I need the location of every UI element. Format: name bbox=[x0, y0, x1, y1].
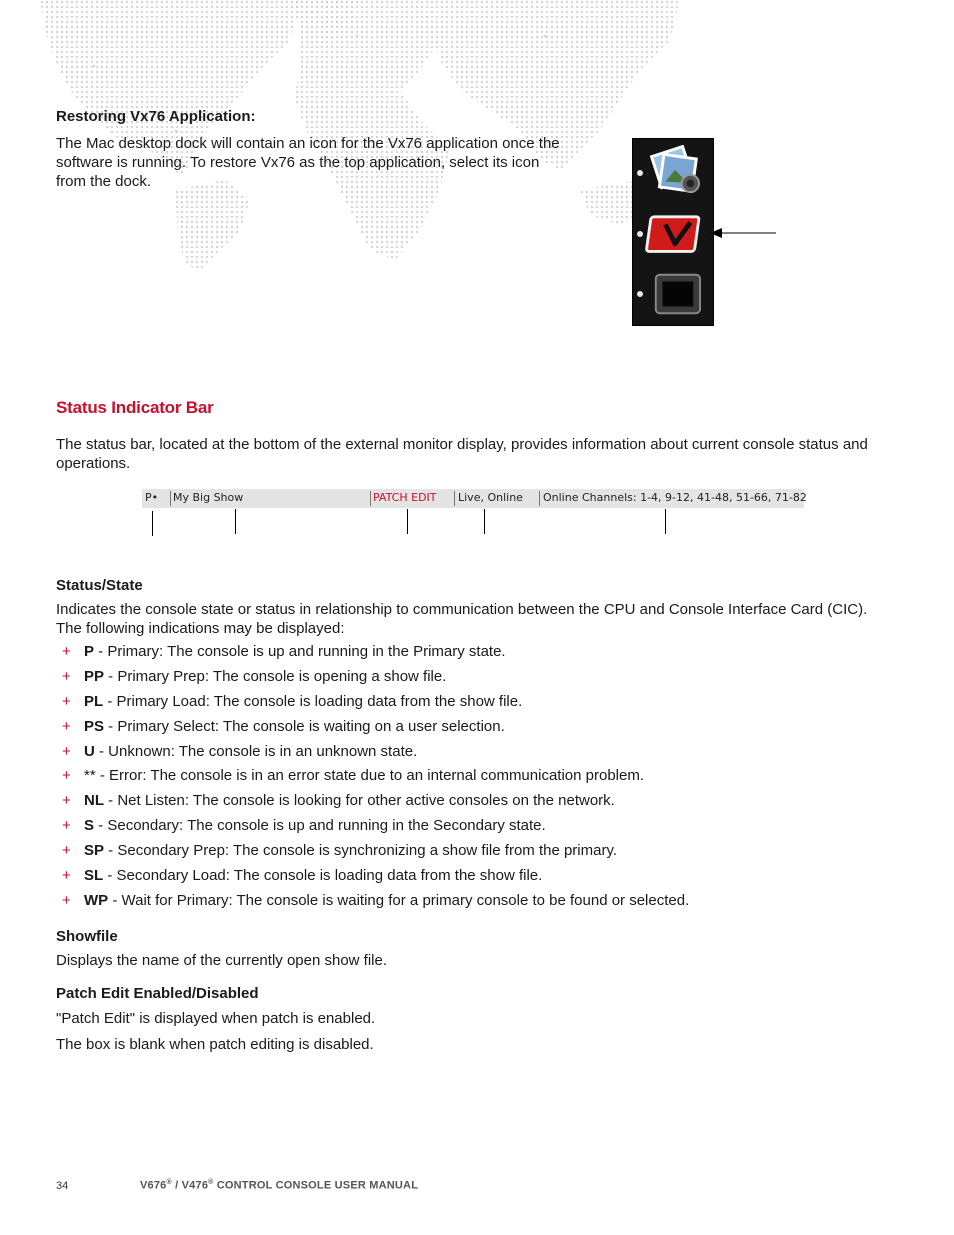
footer-title: V676® / V476® CONTROL CONSOLE USER MANUAL bbox=[140, 1179, 419, 1192]
callout-line bbox=[665, 509, 666, 534]
restoring-paragraph: The Mac desktop dock will contain an icon for the Vx76 application once the software is running. To restore Vx76 as the top application, select its icon from the dock. bbox=[56, 135, 560, 190]
running-indicator bbox=[637, 231, 643, 237]
arrow-pointer-icon bbox=[708, 226, 778, 240]
patch-edit-heading: Patch Edit Enabled/Disabled bbox=[56, 985, 259, 1002]
status-state-paragraph: Indicates the console state or status in relationship to communication between the CPU and Console Interface Card (CIC). The following indications may be displayed: bbox=[56, 601, 868, 637]
patch-edit-line1: "Patch Edit" is displayed when patch is enabled. bbox=[56, 1010, 376, 1027]
list-item: + PS - Primary Select: The console is waiting on a user selection. bbox=[62, 717, 505, 735]
list-item: + PP - Primary Prep: The console is opening a show file. bbox=[62, 667, 447, 685]
list-item: + U - Unknown: The console is in an unknown state. bbox=[62, 742, 418, 760]
list-item: + SP - Secondary Prep: The console is synchronizing a show file from the primary. bbox=[62, 842, 618, 860]
callout-line bbox=[152, 511, 153, 536]
patch-edit-line2: The box is blank when patch editing is disabled. bbox=[56, 1036, 374, 1053]
status-intro: The status bar, located at the bottom of the external monitor display, provides information about current console status and operations. bbox=[56, 436, 868, 472]
patch-edit-field: PATCH EDIT bbox=[373, 491, 437, 504]
divider bbox=[370, 491, 371, 506]
live-online-field: Live, Online bbox=[458, 491, 523, 504]
online-channels-field: Online Channels: 1-4, 9-12, 41-48, 51-66, 71-82 bbox=[543, 491, 807, 504]
showfile-paragraph: Displays the name of the currently open show file. bbox=[56, 952, 388, 969]
callout-line bbox=[484, 509, 485, 534]
divider bbox=[454, 491, 455, 506]
callout-line bbox=[407, 509, 408, 534]
state-list bbox=[56, 642, 876, 916]
photo-icon bbox=[645, 145, 705, 195]
showfile-heading: Showfile bbox=[56, 928, 118, 945]
monitor-icon bbox=[645, 269, 705, 319]
list-item: + P - Primary: The console is up and running in the Primary state. bbox=[62, 643, 506, 660]
list-item: + NL - Net Listen: The console is looking for other active consoles on the network. bbox=[62, 792, 615, 810]
restoring-heading: Restoring Vx76 Application: bbox=[56, 108, 256, 125]
list-item: + WP - Wait for Primary: The console is waiting for a primary console to be found or selected. bbox=[62, 891, 690, 909]
page-number: 34 bbox=[56, 1180, 69, 1192]
list-item: + SL - Secondary Load: The console is loading data from the show file. bbox=[62, 867, 543, 885]
callout-line bbox=[235, 509, 236, 534]
divider bbox=[170, 491, 171, 506]
status-state-heading: Status/State bbox=[56, 577, 143, 594]
status-state-field: P• bbox=[145, 491, 159, 504]
status-bar-image bbox=[142, 489, 807, 508]
vx76-app-icon[interactable] bbox=[645, 211, 705, 261]
running-indicator bbox=[637, 291, 643, 297]
showfile-field: My Big Show bbox=[173, 491, 244, 504]
list-item: + PL - Primary Load: The console is loading data from the show file. bbox=[62, 692, 523, 710]
list-item: + S - Secondary: The console is up and running in the Secondary state. bbox=[62, 817, 546, 835]
section-title: Status Indicator Bar bbox=[56, 398, 214, 417]
list-item: + ** - Error: The console is in an error state due to an internal communication problem. bbox=[62, 767, 645, 785]
divider bbox=[539, 491, 540, 506]
mac-dock-image bbox=[632, 138, 714, 326]
running-indicator bbox=[637, 170, 643, 176]
